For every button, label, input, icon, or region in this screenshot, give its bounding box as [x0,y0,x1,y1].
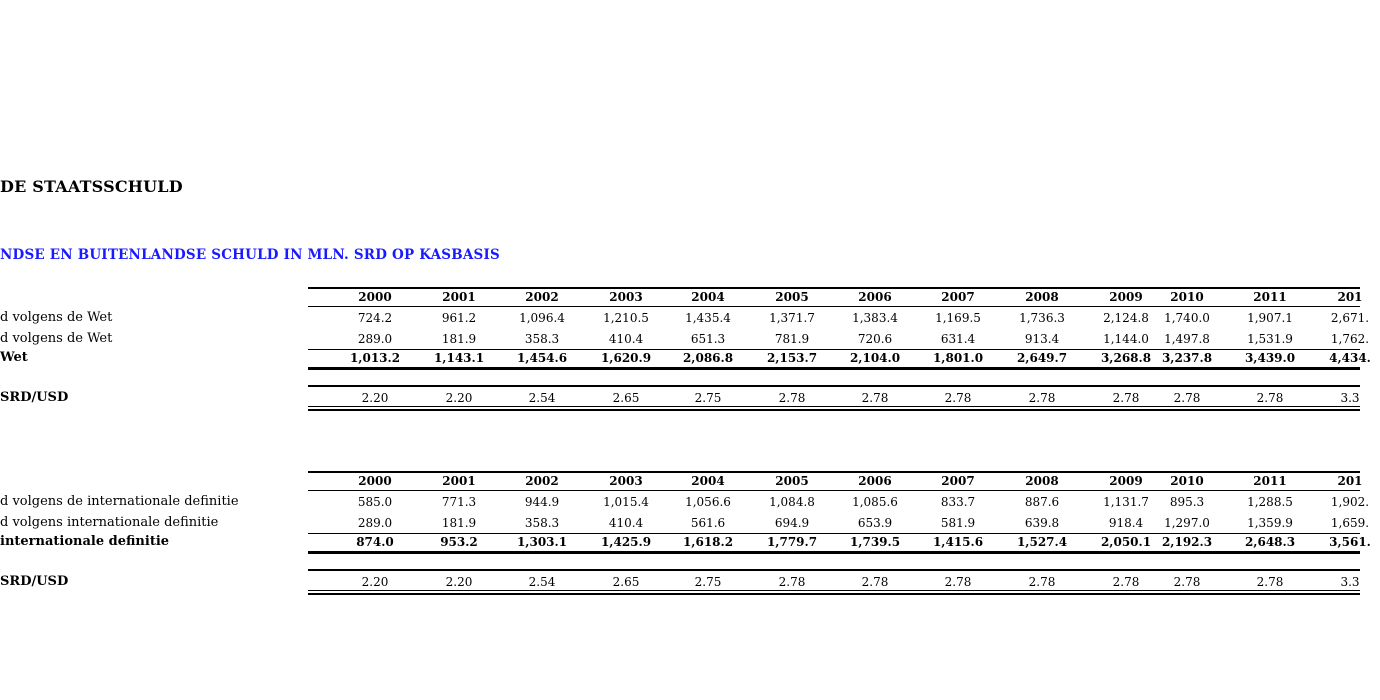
table-cell: 953.2 [440,535,478,549]
table-cell: 918.4 [1108,516,1144,530]
table-cell: 2.78 [861,575,889,589]
table-cell: 2.78 [778,575,806,589]
table-cell: 2.78 [1112,391,1140,405]
table-cell: 2.78 [1256,391,1284,405]
table-cell: 1,210.5 [603,311,649,325]
table-cell: 1,497.8 [1164,332,1210,346]
row-label: SRD/USD [0,574,69,589]
table-cell: 2.78 [861,391,889,405]
table-cell: 1,015.4 [603,495,649,509]
table-cell: 1,288.5 [1247,495,1293,509]
table-cell: 358.3 [524,332,560,346]
table-cell: 410.4 [608,332,644,346]
table-cell: 2.65 [612,391,640,405]
table-cell: 2,050.1 [1100,535,1152,549]
table-cell: 653.9 [857,516,893,530]
table-cell: 289.0 [357,516,393,530]
rate-bottom-rule [308,590,1360,591]
year-header: 2004 [691,474,725,488]
year-header: 2007 [941,290,975,304]
table-cell: 639.8 [1024,516,1060,530]
table-cell: 1,907.1 [1247,311,1293,325]
table-cell: 1,620.9 [600,351,652,365]
table-subtitle: NDSE EN BUITENLANDSE SCHULD IN MLN. SRD OP KASBASIS [0,247,500,263]
table-cell: 2.78 [1173,575,1201,589]
table-cell: 181.9 [441,516,477,530]
table-cell: 2,192.3 [1161,535,1213,549]
table-cell: 2.78 [778,391,806,405]
year-header: 2005 [775,474,809,488]
table-cell: 181.9 [441,332,477,346]
year-header: 2008 [1025,290,1059,304]
year-header: 201 [1337,474,1363,488]
table-cell: 585.0 [357,495,393,509]
table-cell: 1,013.2 [349,351,401,365]
table-cell: 289.0 [357,332,393,346]
year-header-row [0,473,1363,489]
year-header: 2004 [691,290,725,304]
table-cell: 651.3 [690,332,726,346]
table-cell: 2,671. [1330,311,1370,325]
table-cell: 2.78 [1112,575,1140,589]
table-cell: 2.20 [361,391,389,405]
row-label: SRD/USD [0,390,69,405]
table-cell: 2.78 [1256,575,1284,589]
year-header: 2003 [609,290,643,304]
table-cell: 781.9 [774,332,810,346]
table-cell: 1,415.6 [932,535,984,549]
table-cell: 1,801.0 [932,351,984,365]
table-cell: 1,739.5 [849,535,901,549]
table-cell: 1,096.4 [519,311,565,325]
table-cell: 2.78 [944,575,972,589]
table-cell: 3,237.8 [1161,351,1213,365]
total-row [0,350,1371,366]
row-label: internationale definitie [0,534,170,549]
table-cell: 3.3 [1340,391,1360,405]
table-cell: 1,056.6 [685,495,731,509]
year-header: 2009 [1109,474,1143,488]
table-cell: 1,144.0 [1103,332,1149,346]
header-bottom-rule [308,490,1360,491]
row-label: d volgens de internationale definitie [0,494,239,509]
table-cell: 561.6 [690,516,726,530]
table-cell: 358.3 [524,516,560,530]
table-cell: 1,531.9 [1247,332,1293,346]
table-cell: 724.2 [357,311,393,325]
table-cell: 1,659. [1330,516,1370,530]
table-cell: 720.6 [857,332,893,346]
table-cell: 2.54 [528,575,556,589]
table-cell: 2.75 [694,391,722,405]
table-cell: 1,425.9 [600,535,652,549]
table-cell: 1,902. [1330,495,1370,509]
exchange-rate-row [0,390,1360,406]
year-header: 2001 [442,290,476,304]
rate-top-rule [308,569,1360,571]
header-bottom-rule [308,306,1360,307]
table-cell: 2.20 [445,391,473,405]
year-header: 2005 [775,290,809,304]
table-cell: 944.9 [524,495,560,509]
table-cell: 771.3 [441,495,477,509]
table-cell: 1,527.4 [1016,535,1068,549]
total-double-rule [308,551,1360,554]
table-cell: 2,648.3 [1244,535,1296,549]
table-cell: 410.4 [608,516,644,530]
year-header: 2011 [1253,290,1287,304]
year-header: 2000 [358,474,392,488]
year-header: 2011 [1253,474,1287,488]
row-label: d volgens de Wet [0,331,113,346]
table-cell: 2,153.7 [766,351,818,365]
table-cell: 2,104.0 [849,351,901,365]
table-cell: 887.6 [1024,495,1060,509]
rate-top-rule [308,385,1360,387]
total-double-rule [308,367,1360,370]
table-cell: 1,143.1 [433,351,485,365]
row-label: d volgens de Wet [0,310,113,325]
table-cell: 913.4 [1024,332,1060,346]
table-cell: 1,085.6 [852,495,898,509]
table-cell: 874.0 [356,535,394,549]
year-header: 2006 [858,290,892,304]
table-cell: 3,439.0 [1244,351,1296,365]
table-cell: 1,779.7 [766,535,818,549]
table-cell: 1,371.7 [769,311,815,325]
year-header: 2009 [1109,290,1143,304]
table-cell: 1,383.4 [852,311,898,325]
year-header: 2007 [941,474,975,488]
year-header: 2006 [858,474,892,488]
rate-bottom-double-rule [308,409,1360,411]
table-cell: 2.20 [445,575,473,589]
table-cell: 1,740.0 [1164,311,1210,325]
table-cell: 1,303.1 [516,535,568,549]
table-cell: 895.3 [1169,495,1205,509]
year-header: 2010 [1170,474,1204,488]
year-header: 2002 [525,474,559,488]
table-cell: 2.20 [361,575,389,589]
table-cell: 3,268.8 [1100,351,1152,365]
table-cell: 1,131.7 [1103,495,1149,509]
table-cell: 4,434. [1329,351,1371,365]
table-cell: 1,359.9 [1247,516,1293,530]
table-cell: 1,297.0 [1164,516,1210,530]
table-cell: 1,169.5 [935,311,981,325]
table-row [0,310,1370,326]
year-header: 2010 [1170,290,1204,304]
table-row [0,494,1370,510]
table-cell: 2,124.8 [1103,311,1149,325]
exchange-rate-row [0,574,1360,590]
table-cell: 2.78 [1028,575,1056,589]
table-cell: 694.9 [774,516,810,530]
year-header-row [0,289,1363,305]
page-title: DE STAATSSCHULD [0,177,183,196]
rate-bottom-rule [308,406,1360,407]
table-cell: 1,454.6 [516,351,568,365]
table-cell: 1,618.2 [682,535,734,549]
table-cell: 631.4 [940,332,976,346]
year-header: 2001 [442,474,476,488]
table-cell: 2.75 [694,575,722,589]
table-cell: 2.65 [612,575,640,589]
table-cell: 3,561. [1329,535,1371,549]
table-cell: 1,084.8 [769,495,815,509]
table-cell: 1,762. [1330,332,1370,346]
year-header: 2000 [358,290,392,304]
table-cell: 2,649.7 [1016,351,1068,365]
total-row [0,534,1371,550]
year-header: 2002 [525,290,559,304]
table-cell: 3.3 [1340,575,1360,589]
table-cell: 1,435.4 [685,311,731,325]
rate-bottom-double-rule [308,593,1360,595]
year-header: 2003 [609,474,643,488]
table-cell: 2,086.8 [682,351,734,365]
table-cell: 2.78 [1173,391,1201,405]
table-cell: 961.2 [441,311,477,325]
table-cell: 833.7 [940,495,976,509]
table-cell: 1,736.3 [1019,311,1065,325]
year-header: 201 [1337,290,1363,304]
row-label: Wet [0,350,28,365]
table-cell: 581.9 [940,516,976,530]
table-cell: 2.78 [944,391,972,405]
table-row [0,515,1370,531]
table-cell: 2.78 [1028,391,1056,405]
table-cell: 2.54 [528,391,556,405]
table-row [0,331,1370,347]
row-label: d volgens internationale definitie [0,515,219,530]
year-header: 2008 [1025,474,1059,488]
